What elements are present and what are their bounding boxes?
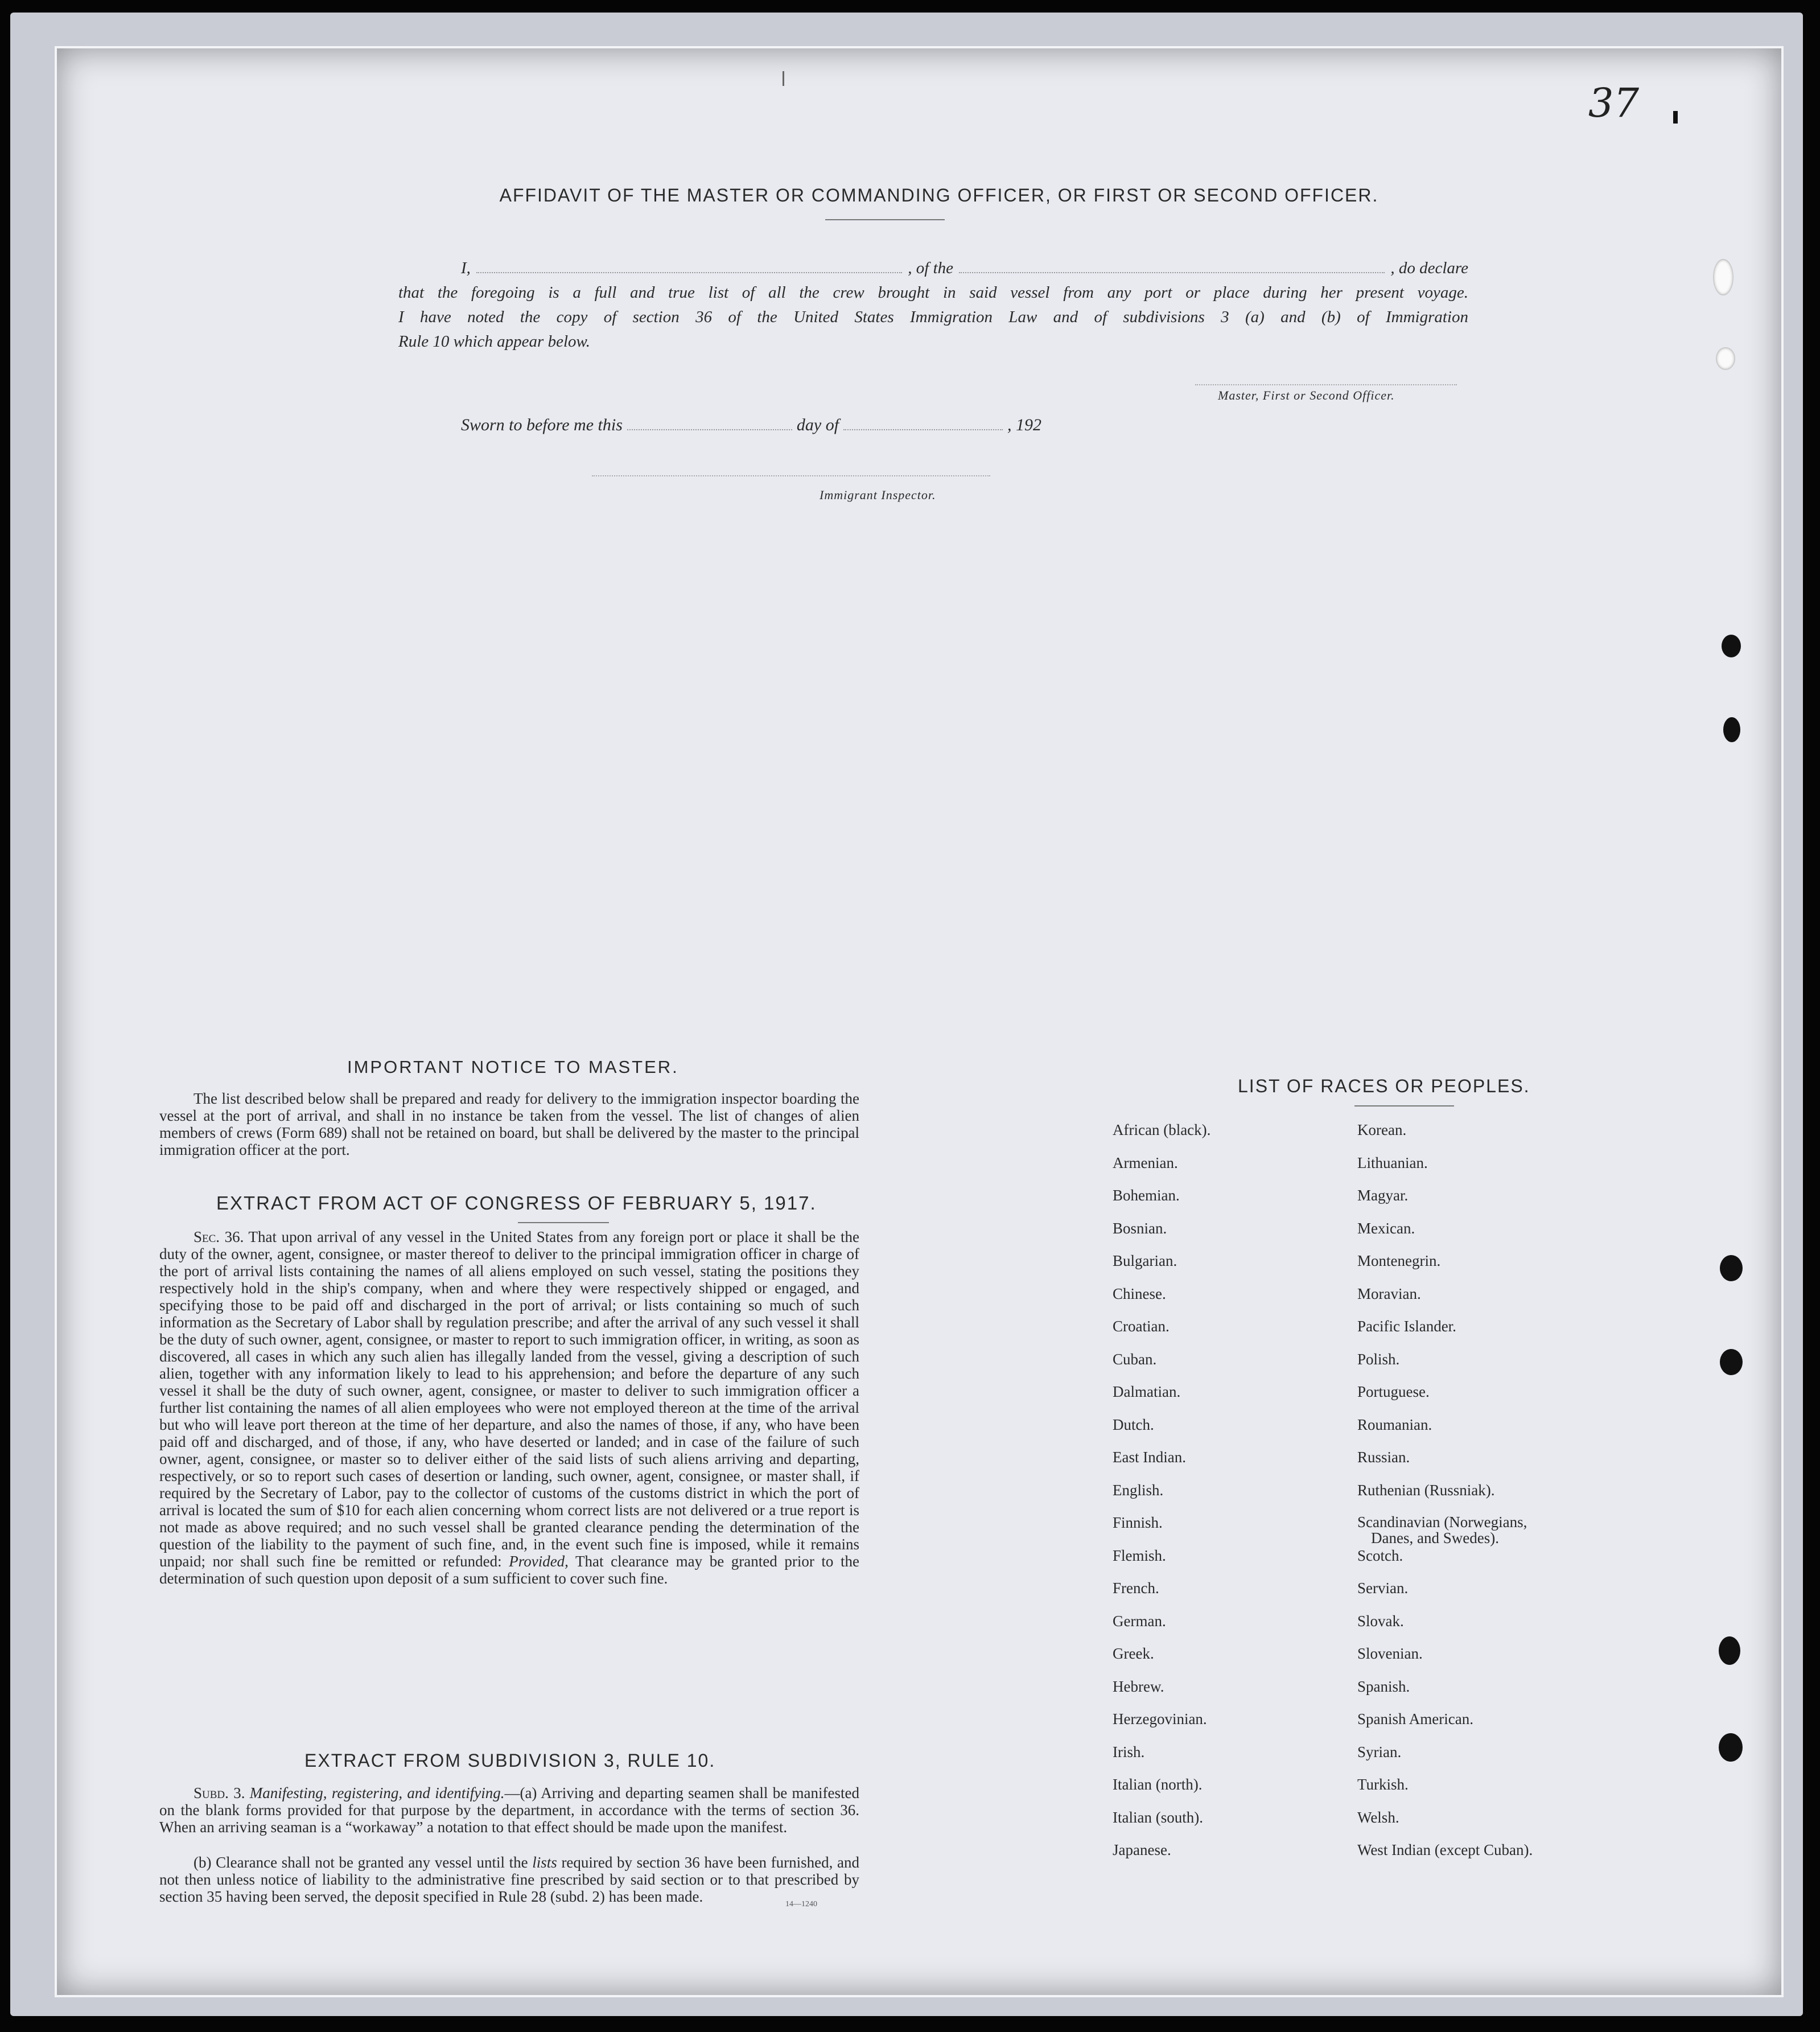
- race-item: Russian.: [1357, 1449, 1410, 1466]
- race-item: Servian.: [1357, 1579, 1409, 1597]
- do-declare-label: , do declare: [1390, 259, 1468, 277]
- i-label: I,: [461, 259, 471, 277]
- race-item: Montenegrin.: [1357, 1252, 1441, 1269]
- races-left-column: [1113, 1121, 1210, 1874]
- month-blank[interactable]: [843, 416, 1003, 430]
- race-item: African (black).: [1113, 1121, 1211, 1138]
- page-number: 37: [1588, 80, 1639, 126]
- subd-label: Subd. 3.: [193, 1784, 245, 1801]
- race-item: German.: [1113, 1612, 1166, 1630]
- race-item: East Indian.: [1113, 1449, 1186, 1466]
- subd-lists-word: lists: [532, 1854, 557, 1871]
- inspector-signature-line[interactable]: [592, 475, 990, 476]
- race-item: Herzegovinian.: [1113, 1710, 1207, 1727]
- race-item: Slovak.: [1357, 1612, 1404, 1630]
- race-item: Italian (north).: [1113, 1776, 1203, 1793]
- sworn-prefix: Sworn to before me this: [461, 416, 623, 434]
- race-item: Pacific Islander.: [1357, 1318, 1456, 1335]
- race-item: West Indian (except Cuban).: [1357, 1841, 1533, 1858]
- punch-hole-dot: [1719, 1733, 1743, 1762]
- race-item: Bulgarian.: [1113, 1252, 1177, 1269]
- race-item: Polish.: [1357, 1350, 1400, 1368]
- races-right-column: [1357, 1121, 1533, 1874]
- race-item: Spanish.: [1357, 1677, 1410, 1695]
- sworn-line: [461, 416, 1041, 435]
- race-item: Flemish.: [1113, 1546, 1166, 1564]
- subd-para-b-start: (b) Clearance shall not be granted any vessel until the: [193, 1854, 528, 1871]
- race-item: Lithuanian.: [1357, 1154, 1428, 1171]
- crease-mark: [783, 71, 784, 86]
- punch-hole-dot: [1720, 1349, 1743, 1375]
- act-heading: EXTRACT FROM ACT OF CONGRESS OF FEBRUARY 5, 1917.: [216, 1192, 817, 1214]
- race-item: English.: [1113, 1481, 1164, 1499]
- race-item: Armenian.: [1113, 1154, 1178, 1171]
- name-blank[interactable]: [476, 258, 902, 273]
- inspector-signature-label: Immigrant Inspector.: [820, 488, 936, 502]
- subdivision-para-b: [159, 1854, 859, 1905]
- binder-hole: [1713, 259, 1733, 295]
- act-provided: Provided,: [509, 1553, 569, 1570]
- subdivision-heading: EXTRACT FROM SUBDIVISION 3, RULE 10.: [304, 1750, 716, 1771]
- notice-heading: IMPORTANT NOTICE TO MASTER.: [347, 1057, 679, 1077]
- document-page: [57, 48, 1781, 1995]
- act-body-end: That clearance may be granted prior to the determination of such question upon deposit of a sum sufficient to cover such fine.: [159, 1553, 859, 1587]
- declaration-line-3: I have noted the copy of section 36 of the United States Immigration Law and of subdivisions 3 (a) and (b) of Immigration: [398, 308, 1468, 326]
- race-item: Greek.: [1113, 1645, 1154, 1662]
- of-the-label: , of the: [908, 259, 954, 277]
- day-of-label: day of: [796, 416, 839, 434]
- declaration-text: [398, 256, 1468, 354]
- race-item: Irish.: [1113, 1743, 1145, 1760]
- race-item: Portuguese.: [1357, 1383, 1430, 1400]
- race-item: Cuban.: [1113, 1350, 1157, 1368]
- title-rule: [825, 219, 945, 220]
- race-item: Finnish.: [1113, 1514, 1163, 1531]
- race-item: Japanese.: [1113, 1841, 1171, 1858]
- binder-mark: [1722, 635, 1741, 657]
- race-item: Croatian.: [1113, 1318, 1170, 1335]
- race-item: Ruthenian (Russniak).: [1357, 1481, 1495, 1499]
- declaration-line-2: that the foregoing is a full and true list of all the crew brought in said vessel from any port or place during her present voyage.: [398, 283, 1468, 302]
- notice-body: The list described below shall be prepared and ready for delivery to the immigration inspector boarding the vessel at the port of arrival, and shall in no instance be taken from the vessel. The list of changes of alien members of crews (Form 689) shall not be retained on board, but shall be delivered by the master to the principal immigration officer at the port.: [159, 1090, 859, 1158]
- act-section-36: [159, 1228, 859, 1587]
- act-rule: [518, 1222, 609, 1223]
- vessel-blank[interactable]: [959, 258, 1385, 273]
- race-item: Hebrew.: [1113, 1677, 1164, 1695]
- race-item: Syrian.: [1357, 1743, 1402, 1760]
- races-rule: [1354, 1105, 1454, 1107]
- act-sec-label: Sec. 36.: [193, 1228, 244, 1245]
- race-item: Magyar.: [1357, 1187, 1409, 1204]
- race-item: Dutch.: [1113, 1416, 1154, 1433]
- race-item-scandinavian: [1357, 1514, 1533, 1547]
- race-item: Welsh.: [1357, 1808, 1399, 1826]
- subd-para-b-end: required by section 36 have been furnished, and not then unless notice of liability to the administrative fine prescribed by said section or to that prescribed by section 35 having been served, the deposit specified in Rule 28 (subd. 2) has been made.: [159, 1854, 860, 1905]
- race-item: Scotch.: [1357, 1546, 1403, 1564]
- binder-hole: [1716, 347, 1735, 370]
- race-item: Turkish.: [1357, 1776, 1409, 1793]
- affidavit-title: AFFIDAVIT OF THE MASTER OR COMMANDING OFFICER, OR FIRST OR SECOND OFFICER.: [499, 185, 1379, 205]
- master-signature-line[interactable]: [1195, 384, 1457, 385]
- declaration-line-4: Rule 10 which appear below.: [398, 332, 590, 351]
- subdivision-para-a: [159, 1784, 859, 1836]
- punch-hole-dot: [1720, 1255, 1743, 1281]
- corner-mark: [1673, 111, 1678, 124]
- binder-mark: [1723, 717, 1740, 742]
- races-heading: LIST OF RACES OR PEOPLES.: [1238, 1076, 1530, 1096]
- race-item: Korean.: [1357, 1121, 1407, 1138]
- race-item: French.: [1113, 1579, 1159, 1597]
- race-item: Mexican.: [1357, 1219, 1415, 1237]
- race-item: Spanish American.: [1357, 1710, 1473, 1727]
- declaration-line-1: [398, 256, 1468, 281]
- race-item: Italian (south).: [1113, 1808, 1203, 1826]
- master-signature-label: Master, First or Second Officer.: [1218, 388, 1395, 402]
- act-body-start: That upon arrival of any vessel in the United States from any foreign port or place it shall be the duty of the owner, agent, consignee, or master thereof to deliver to the principal immigration officer in charge of the port of arrival lists containing the names of all aliens employed on such vessel, stating the positions they respectively hold in the ship's company, when and where they were respectively shipped or engaged, and specifying those to be paid off and discharged in the port of arrival; or lists containing so much of such information as the Secretary of Labor shall by regulation prescribe; and after the arrival of any such vessel it shall be the duty of such owner, agent, consignee, or master to report to such immigration officer, in writing, as soon as discovered, all cases in which any such alien has illegally landed from the vessel, giving a description of such alien, together with any information likely to lead to his apprehension; and before the departure of any such vessel it shall be the duty of such owner, agent, consignee, or master to deliver to such immigration officer a further list containing the names of all alien employees who were not employed thereon at the time of the arrival but who will leave port thereon at the time of her departure, and also the names of those, if any, who have been paid off and discharged, and of those, if any, who have deserted or landed; and in case of the failure of such owner, agent, consignee, or master so to deliver either of the said lists of such aliens arriving and departing, respectively, or so to report such cases of desertion or landing, such owner, agent, consignee, or master shall, if required by the Secretary of Labor, pay to the collector of customs of the customs district in which the port of arrival is located the sum of $10 for each alien concerning whom correct lists are not delivered or a true report is not made as above required; and no such vessel shall be granted clearance pending the determination of the question of the liability to the payment of such fine, and, in the event such fine is imposed, while it remains unpaid; nor shall such fine be remitted or refunded:: [159, 1228, 859, 1570]
- race-item-continuation: Danes, and Swedes).: [1371, 1529, 1499, 1546]
- race-item: Roumanian.: [1357, 1416, 1432, 1433]
- subd-title: Manifesting, registering, and identifying.: [249, 1784, 505, 1801]
- race-item: Slovenian.: [1357, 1645, 1423, 1662]
- race-item: Chinese.: [1113, 1285, 1166, 1302]
- race-item: Bohemian.: [1113, 1187, 1180, 1204]
- race-item: Bosnian.: [1113, 1219, 1167, 1237]
- day-blank[interactable]: [627, 416, 792, 430]
- race-item: Moravian.: [1357, 1285, 1421, 1302]
- form-number: 14—1240: [785, 1900, 817, 1908]
- subd-para-a: —(a) Arriving and departing seamen shall be manifested on the blank forms provided for that purpose by the department, in accordance with the terms of section 36. When an arriving seaman is a “workaway” a notation to that effect should be made upon the manifest.: [159, 1784, 859, 1836]
- race-item: Scandinavian (Norwegians,: [1357, 1513, 1527, 1531]
- punch-hole-dot: [1719, 1636, 1740, 1665]
- year-label: , 192: [1007, 416, 1042, 434]
- race-item: Dalmatian.: [1113, 1383, 1181, 1400]
